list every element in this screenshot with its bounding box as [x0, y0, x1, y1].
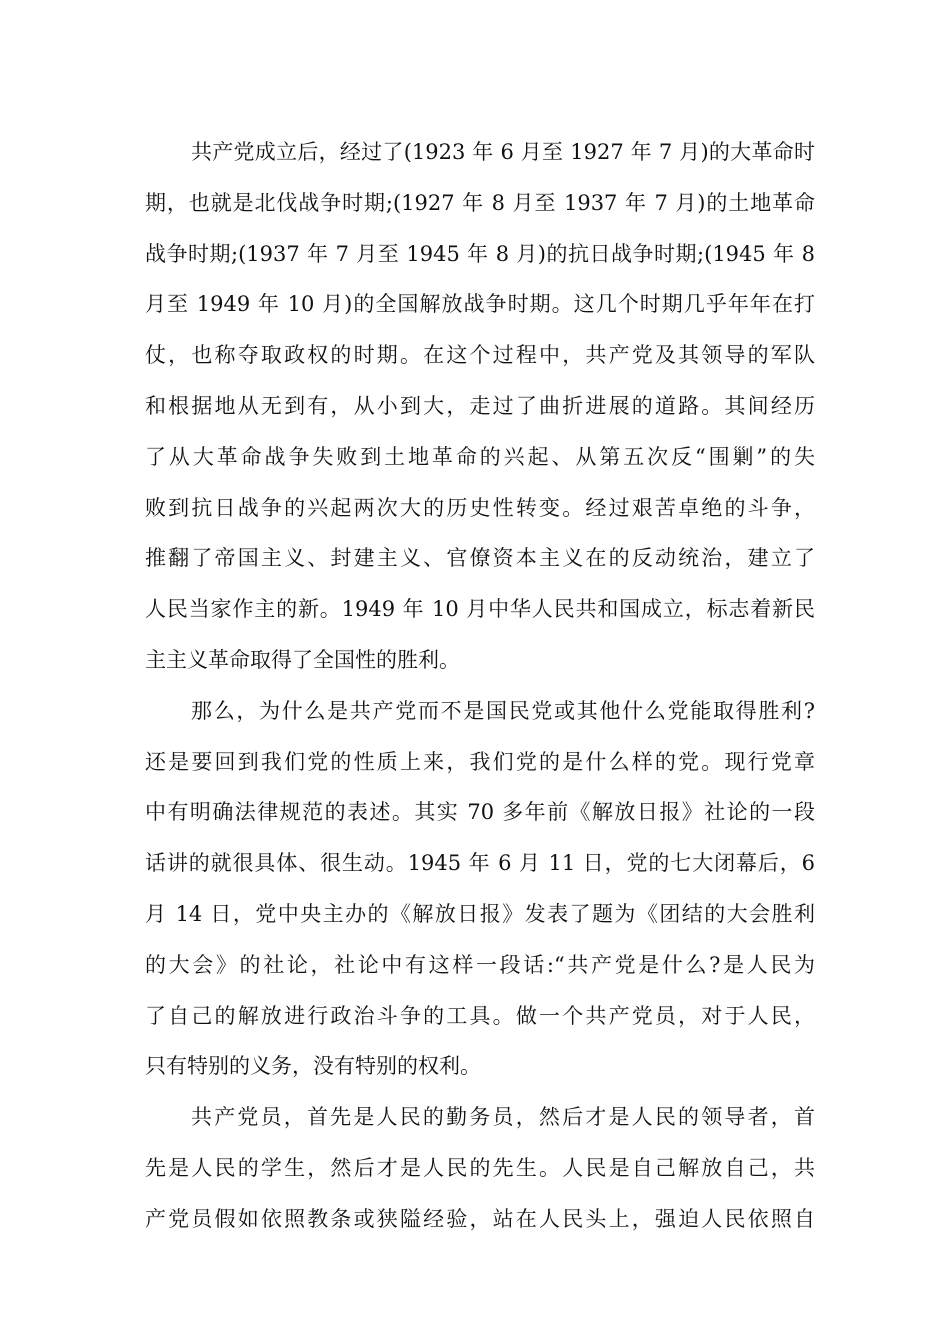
text-line: 主主义革命取得了全国性的胜利。	[145, 647, 460, 672]
text-line: 的大会》的社论，社论中有这样一段话:“共产党是什么?是人民为	[145, 952, 815, 977]
text-line: 推翻了帝国主义、封建主义、官僚资本主义在的反动统治，建立了	[145, 546, 815, 571]
text-line: 那么，为什么是共产党而不是国民党或其他什么党能取得胜利?	[191, 698, 815, 723]
text-line: 人民当家作主的新。1949 年 10 月中华人民共和国成立，标志着新民	[145, 597, 815, 622]
text-line: 产党员假如依照教条或狭隘经验，站在人民头上，强迫人民依照自	[145, 1206, 815, 1231]
text-line: 话讲的就很具体、很生动。1945 年 6 月 11 日，党的七大闭幕后，6	[145, 851, 815, 876]
text-line: 月 14 日，党中央主办的《解放日报》发表了题为《团结的大会胜利	[145, 901, 815, 926]
text-line: 还是要回到我们党的性质上来，我们党的是什么样的党。现行党章	[145, 749, 815, 774]
paragraph-2	[145, 686, 815, 1092]
text-line: 只有特别的义务，没有特别的权利。	[145, 1054, 481, 1079]
text-line: 战争时期;(1937 年 7 月至 1945 年 8 月)的抗日战争时期;(1945 年 8	[145, 241, 815, 266]
text-line: 共产党成立后，经过了(1923 年 6 月至 1927 年 7 月)的大革命时	[191, 140, 815, 164]
text-line: 仗，也称夺取政权的时期。在这个过程中，共产党及其领导的军队	[145, 343, 815, 368]
paragraph-3	[145, 1092, 815, 1244]
text-line: 中有明确法律规范的表述。其实 70 多年前《解放日报》社论的一段	[145, 800, 815, 825]
text-line: 共产党员，首先是人民的勤务员，然后才是人民的领导者，首	[191, 1105, 815, 1130]
text-line: 期，也就是北伐战争时期;(1927 年 8 月至 1937 年 7 月)的土地革命	[145, 190, 815, 215]
text-line: 了自己的解放进行政治斗争的工具。做一个共产党员，对于人民，	[145, 1003, 815, 1028]
text-line: 了从大革命战争失败到土地革命的兴起、从第五次反“围剿”的失	[145, 444, 815, 469]
document-body	[145, 127, 815, 1245]
text-line: 先是人民的学生，然后才是人民的先生。人民是自己解放自己，共	[145, 1155, 815, 1180]
text-line: 败到抗日战争的兴起两次大的历史性转变。经过艰苦卓绝的斗争，	[145, 495, 815, 520]
text-line: 月至 1949 年 10 月)的全国解放战争时期。这几个时期几乎年年在打	[145, 292, 815, 317]
paragraph-1	[145, 127, 815, 686]
text-line: 和根据地从无到有，从小到大，走过了曲折进展的道路。其间经历	[145, 393, 815, 418]
